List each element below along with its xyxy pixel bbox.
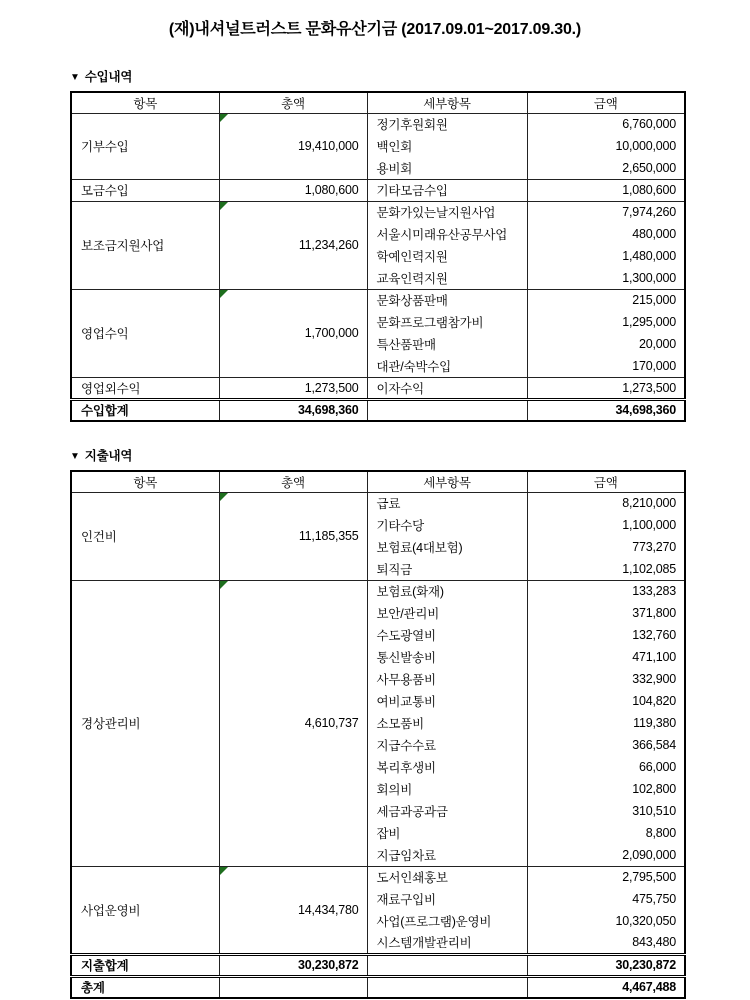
group-total-cell: 11,185,355 <box>219 492 367 580</box>
item-cell: 보조금지원사업 <box>71 201 219 289</box>
detail-name-cell: 서울시미래유산공무사업 <box>367 223 527 245</box>
detail-row <box>71 492 685 514</box>
detail-amount-cell: 1,480,000 <box>527 245 685 267</box>
total-amount-cell: 30,230,872 <box>527 954 685 976</box>
detail-amount-cell: 1,102,085 <box>527 558 685 580</box>
group-total-cell: 1,273,500 <box>219 377 367 399</box>
detail-amount-cell: 132,760 <box>527 624 685 646</box>
detail-name-cell: 백인회 <box>367 135 527 157</box>
detail-amount-cell: 475,750 <box>527 888 685 910</box>
detail-row <box>71 866 685 888</box>
detail-name-cell: 특산품판매 <box>367 333 527 355</box>
detail-amount-cell: 10,000,000 <box>527 135 685 157</box>
header-row <box>71 92 685 113</box>
item-cell: 경상관리비 <box>71 580 219 866</box>
detail-amount-cell: 310,510 <box>527 800 685 822</box>
item-cell: 모금수입 <box>71 179 219 201</box>
excel-flag-icon <box>220 290 228 298</box>
column-header: 총액 <box>219 471 367 492</box>
total-amount-cell: 34,698,360 <box>527 399 685 421</box>
item-cell: 기부수입 <box>71 113 219 179</box>
detail-row <box>71 179 685 201</box>
detail-name-cell: 통신발송비 <box>367 646 527 668</box>
detail-amount-cell: 133,283 <box>527 580 685 602</box>
report-title: (재)내셔널트러스트 문화유산기금 (2017.09.01~2017.09.30.) <box>168 21 582 38</box>
detail-row <box>71 113 685 135</box>
detail-name-cell: 퇴직금 <box>367 558 527 580</box>
total-row <box>71 976 685 998</box>
detail-amount-cell: 215,000 <box>527 289 685 311</box>
column-header: 세부항목 <box>367 92 527 113</box>
detail-amount-cell: 773,270 <box>527 536 685 558</box>
item-cell: 영업외수익 <box>71 377 219 399</box>
group-total-cell: 4,610,737 <box>219 580 367 866</box>
expense-table-body <box>71 471 685 998</box>
expense-section-label <box>70 446 686 464</box>
group-total-cell: 11,234,260 <box>219 201 367 289</box>
detail-name-cell: 복리후생비 <box>367 756 527 778</box>
detail-amount-cell: 6,760,000 <box>527 113 685 135</box>
detail-row <box>71 377 685 399</box>
detail-amount-cell: 843,480 <box>527 932 685 954</box>
item-cell: 사업운영비 <box>71 866 219 954</box>
detail-name-cell: 여비교통비 <box>367 690 527 712</box>
column-header: 항목 <box>71 471 219 492</box>
detail-amount-cell: 2,650,000 <box>527 157 685 179</box>
detail-name-cell: 보험료(4대보험) <box>367 536 527 558</box>
detail-amount-cell: 1,273,500 <box>527 377 685 399</box>
total-row <box>71 954 685 976</box>
income-table <box>70 91 686 422</box>
detail-name-cell: 보험료(화재) <box>367 580 527 602</box>
total-amount-cell: 4,467,488 <box>527 976 685 998</box>
detail-name-cell: 대관/숙박수입 <box>367 355 527 377</box>
detail-amount-cell: 1,295,000 <box>527 311 685 333</box>
detail-amount-cell: 1,300,000 <box>527 267 685 289</box>
detail-name-cell: 재료구입비 <box>367 888 527 910</box>
detail-amount-cell: 480,000 <box>527 223 685 245</box>
excel-flag-icon <box>220 114 228 122</box>
column-header: 항목 <box>71 92 219 113</box>
detail-name-cell: 문화프로그램참가비 <box>367 311 527 333</box>
detail-amount-cell: 2,795,500 <box>527 866 685 888</box>
item-cell: 영업수익 <box>71 289 219 377</box>
total-detail-cell <box>367 399 527 421</box>
detail-name-cell: 학예인력지원 <box>367 245 527 267</box>
detail-name-cell: 용비회 <box>367 157 527 179</box>
income-section-title: 수입내역 <box>84 70 133 84</box>
detail-name-cell: 지급수수료 <box>367 734 527 756</box>
expense-section-title: 지출내역 <box>84 449 133 463</box>
detail-name-cell: 수도광열비 <box>367 624 527 646</box>
item-cell: 인건비 <box>71 492 219 580</box>
detail-name-cell: 회의비 <box>367 778 527 800</box>
detail-name-cell: 기타모금수입 <box>367 179 527 201</box>
detail-name-cell: 잡비 <box>367 822 527 844</box>
detail-name-cell: 시스템개발관리비 <box>367 932 527 954</box>
detail-name-cell: 문화가있는날지원사업 <box>367 201 527 223</box>
detail-amount-cell: 366,584 <box>527 734 685 756</box>
detail-amount-cell: 371,800 <box>527 602 685 624</box>
detail-amount-cell: 104,820 <box>527 690 685 712</box>
expense-section <box>70 446 686 999</box>
detail-name-cell: 이자수익 <box>367 377 527 399</box>
detail-name-cell: 사업(프로그램)운영비 <box>367 910 527 932</box>
down-triangle-icon: ▼ <box>70 72 80 83</box>
detail-amount-cell: 10,320,050 <box>527 910 685 932</box>
detail-name-cell: 정기후원회원 <box>367 113 527 135</box>
total-sum-cell <box>219 976 367 998</box>
detail-amount-cell: 332,900 <box>527 668 685 690</box>
detail-name-cell: 세금과공과금 <box>367 800 527 822</box>
detail-amount-cell: 8,210,000 <box>527 492 685 514</box>
total-row <box>71 399 685 421</box>
group-total-cell: 19,410,000 <box>219 113 367 179</box>
detail-name-cell: 교육인력지원 <box>367 267 527 289</box>
detail-name-cell: 지급임차료 <box>367 844 527 866</box>
total-sum-cell: 30,230,872 <box>219 954 367 976</box>
detail-amount-cell: 119,380 <box>527 712 685 734</box>
detail-name-cell: 사무용품비 <box>367 668 527 690</box>
detail-amount-cell: 2,090,000 <box>527 844 685 866</box>
detail-name-cell: 급료 <box>367 492 527 514</box>
expense-table <box>70 470 686 999</box>
excel-flag-icon <box>220 581 228 589</box>
total-label-cell: 수입합계 <box>71 399 219 421</box>
detail-amount-cell: 66,000 <box>527 756 685 778</box>
column-header: 금액 <box>527 471 685 492</box>
excel-flag-icon <box>220 867 228 875</box>
detail-name-cell: 도서인쇄홍보 <box>367 866 527 888</box>
detail-row <box>71 201 685 223</box>
detail-amount-cell: 8,800 <box>527 822 685 844</box>
detail-amount-cell: 471,100 <box>527 646 685 668</box>
total-label-cell: 총계 <box>71 976 219 998</box>
detail-name-cell: 소모품비 <box>367 712 527 734</box>
detail-amount-cell: 102,800 <box>527 778 685 800</box>
total-sum-cell: 34,698,360 <box>219 399 367 421</box>
income-section-label <box>70 67 686 85</box>
excel-flag-icon <box>220 493 228 501</box>
group-total-cell: 14,434,780 <box>219 866 367 954</box>
group-total-cell: 1,700,000 <box>219 289 367 377</box>
group-total-cell: 1,080,600 <box>219 179 367 201</box>
column-header: 총액 <box>219 92 367 113</box>
detail-amount-cell: 1,080,600 <box>527 179 685 201</box>
income-table-body <box>71 92 685 421</box>
detail-amount-cell: 20,000 <box>527 333 685 355</box>
detail-row <box>71 289 685 311</box>
column-header: 금액 <box>527 92 685 113</box>
total-detail-cell <box>367 954 527 976</box>
detail-amount-cell: 170,000 <box>527 355 685 377</box>
income-section <box>70 67 686 422</box>
detail-name-cell: 기타수당 <box>367 514 527 536</box>
column-header: 세부항목 <box>367 471 527 492</box>
excel-flag-icon <box>220 202 228 210</box>
total-label-cell: 지출합계 <box>71 954 219 976</box>
detail-row <box>71 580 685 602</box>
total-detail-cell <box>367 976 527 998</box>
detail-name-cell: 문화상품판매 <box>367 289 527 311</box>
down-triangle-icon: ▼ <box>70 451 80 462</box>
detail-name-cell: 보안/관리비 <box>367 602 527 624</box>
detail-amount-cell: 7,974,260 <box>527 201 685 223</box>
detail-amount-cell: 1,100,000 <box>527 514 685 536</box>
header-row <box>71 471 685 492</box>
